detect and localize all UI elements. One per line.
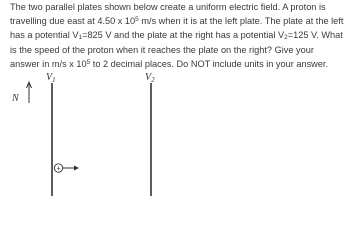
- exponent-1: 5: [135, 16, 139, 24]
- subscript-v2: 2: [284, 34, 288, 42]
- subscript-v1: 1: [78, 34, 83, 42]
- question-part-2: m/s when it is at the left plate. The plate at the left has a potential V: [10, 16, 344, 41]
- question-part-1: The two parallel plates shown below create a uniform electric field. A proton is travelling due east at 4.50 x 10: [10, 2, 326, 27]
- north-label: N: [12, 93, 19, 104]
- question-part-3: =825 V and the plate at the right has a potential V: [82, 30, 285, 41]
- exponent-2: 5: [86, 58, 91, 66]
- question-part-5: to 2 decimal places. Do NOT include units in your answer.: [90, 58, 329, 69]
- left-plate-label: $V_1$: [46, 72, 56, 84]
- velocity-arrow-head: [74, 166, 79, 171]
- proton-charge: +: [56, 165, 61, 173]
- question-part-4: =125 V. What is the speed of the proton when it reaches the plate on the right? Give your answer in m/s x 10: [10, 30, 343, 69]
- right-plate-label: $V_2$: [145, 72, 155, 84]
